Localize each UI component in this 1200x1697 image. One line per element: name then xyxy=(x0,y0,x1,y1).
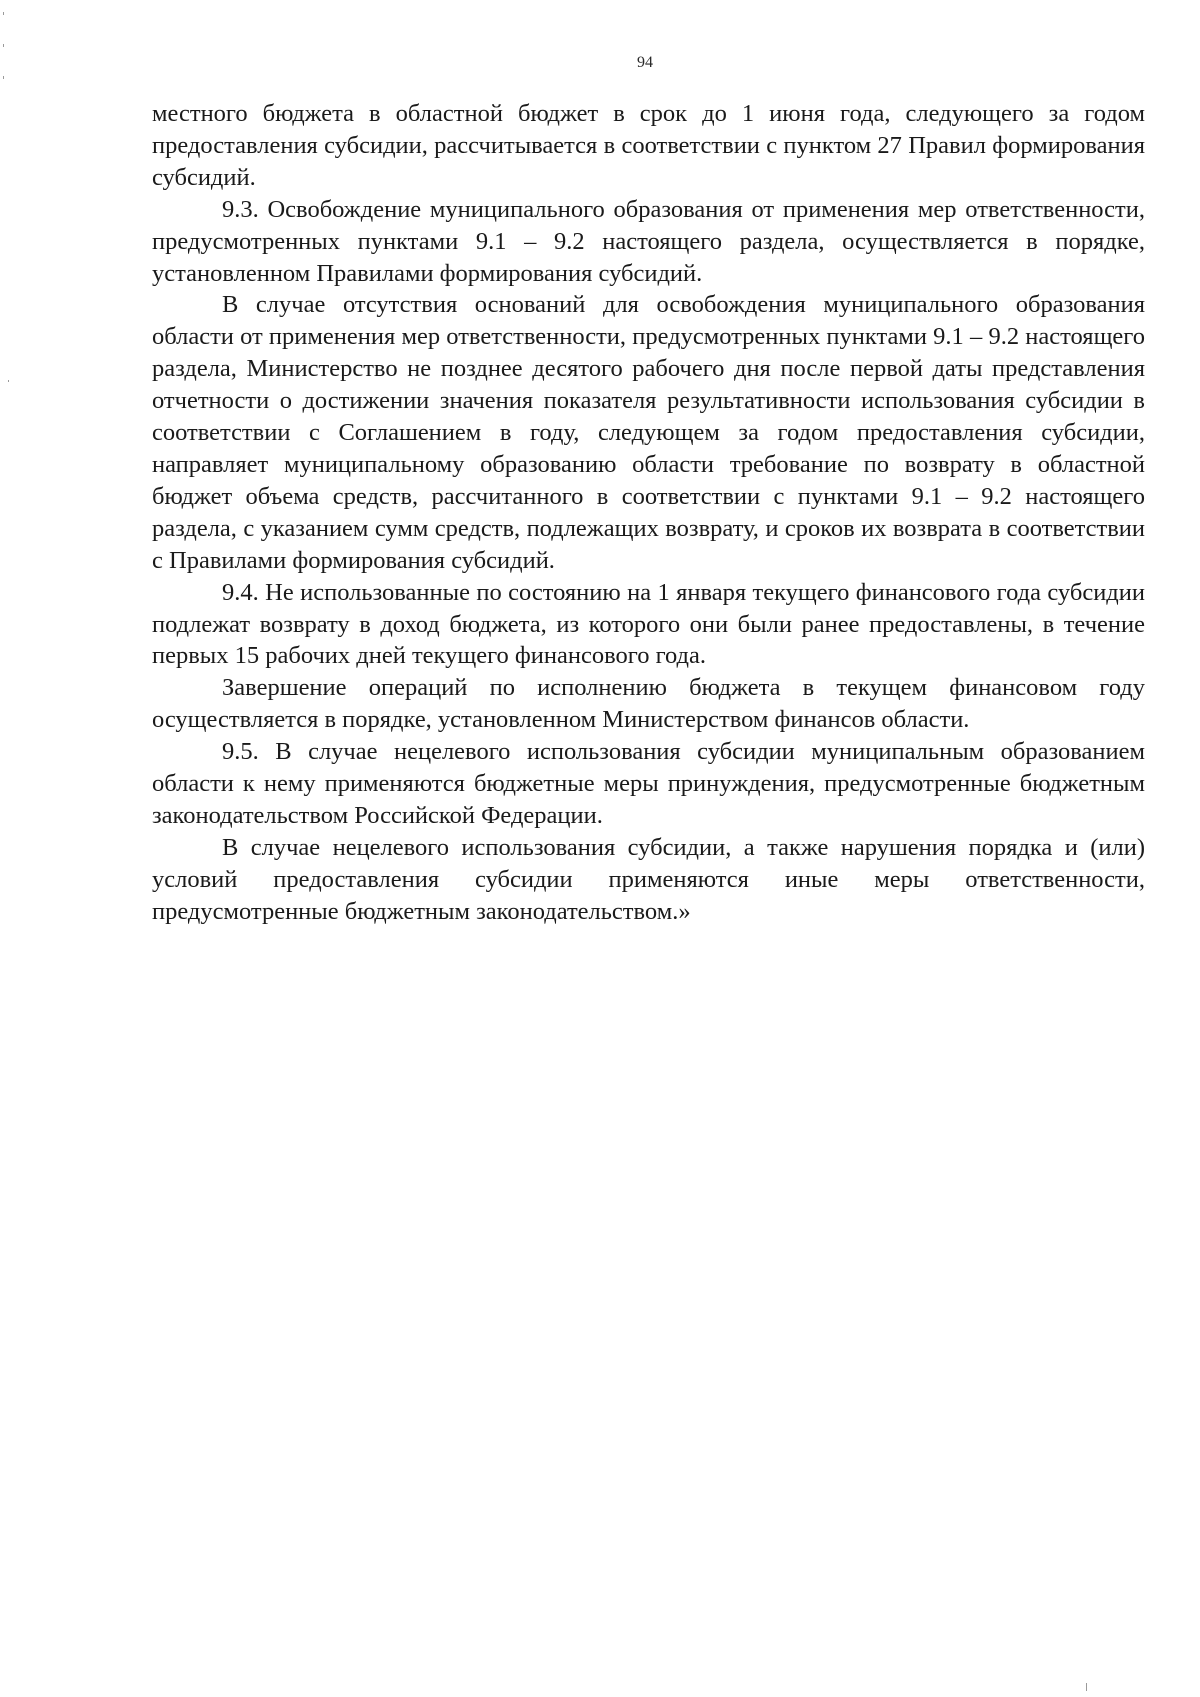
paragraph-9-5-other-measures: В случае нецелевого использования субсидии, а также нарушения порядка и (или) условий предоставления субсидии применяются иные меры ответственности, предусмотренные бюджетным законодательством.» xyxy=(152,833,1145,925)
scan-artifact xyxy=(3,76,4,79)
scan-artifact xyxy=(1086,1683,1087,1691)
paragraph-9-5: 9.5. В случае нецелевого использования субсидии муниципальным образованием области к нему применяются бюджетные меры принуждения, предусмотренные бюджетным законодательством Российской Федерации. xyxy=(152,738,1145,829)
scan-artifact xyxy=(3,44,4,47)
paragraph-9-4: 9.4. Не использованные по состоянию на 1 января текущего финансового года субсидии подлежат возврату в доход бюджета, из которого они были ранее предоставлены, в течение первых 15 рабочих дней текущего финансового года. xyxy=(152,578,1145,670)
document-body xyxy=(152,98,1145,928)
paragraph-9-4-completion: Завершение операций по исполнению бюджета в текущем финансовом году осуществляется в порядке, установленном Министерством финансов области. xyxy=(152,674,1145,734)
page-number: 94 xyxy=(637,54,653,71)
scan-artifact xyxy=(3,12,4,15)
scan-artifact xyxy=(8,380,9,382)
paragraph-continuation: местного бюджета в областной бюджет в срок до 1 июня года, следующего за годом предоставления субсидии, рассчитывается в соответствии с пунктом 27 Правил формирования субсидий. xyxy=(152,100,1145,191)
paragraph-9-3: 9.3. Освобождение муниципального образования от применения мер ответственности, предусмотренных пунктами 9.1 – 9.2 настоящего раздела, осуществляется в порядке, установленном Правилами формирования субсидий. xyxy=(152,195,1145,287)
paragraph-9-3-refund-demand: В случае отсутствия оснований для освобождения муниципального образования области от применения мер ответственности, предусмотренных пунктами 9.1 – 9.2 настоящего раздела, Министерство не позднее десятого рабочего дня после первой даты представления отчетности о достижении значения показателя результативности использования субсидии в соответствии с Соглашением в году, следующем за годом предоставления субсидии, направляет муниципальному образованию области требование по возврату в областной бюджет объема средств, рассчитанного в соответствии с пунктами 9.1 – 9.2 настоящего раздела, с указанием сумм средств, подлежащих возврату, и сроков их возврата в соответствии с Правилами формирования субсидий. xyxy=(152,291,1145,574)
